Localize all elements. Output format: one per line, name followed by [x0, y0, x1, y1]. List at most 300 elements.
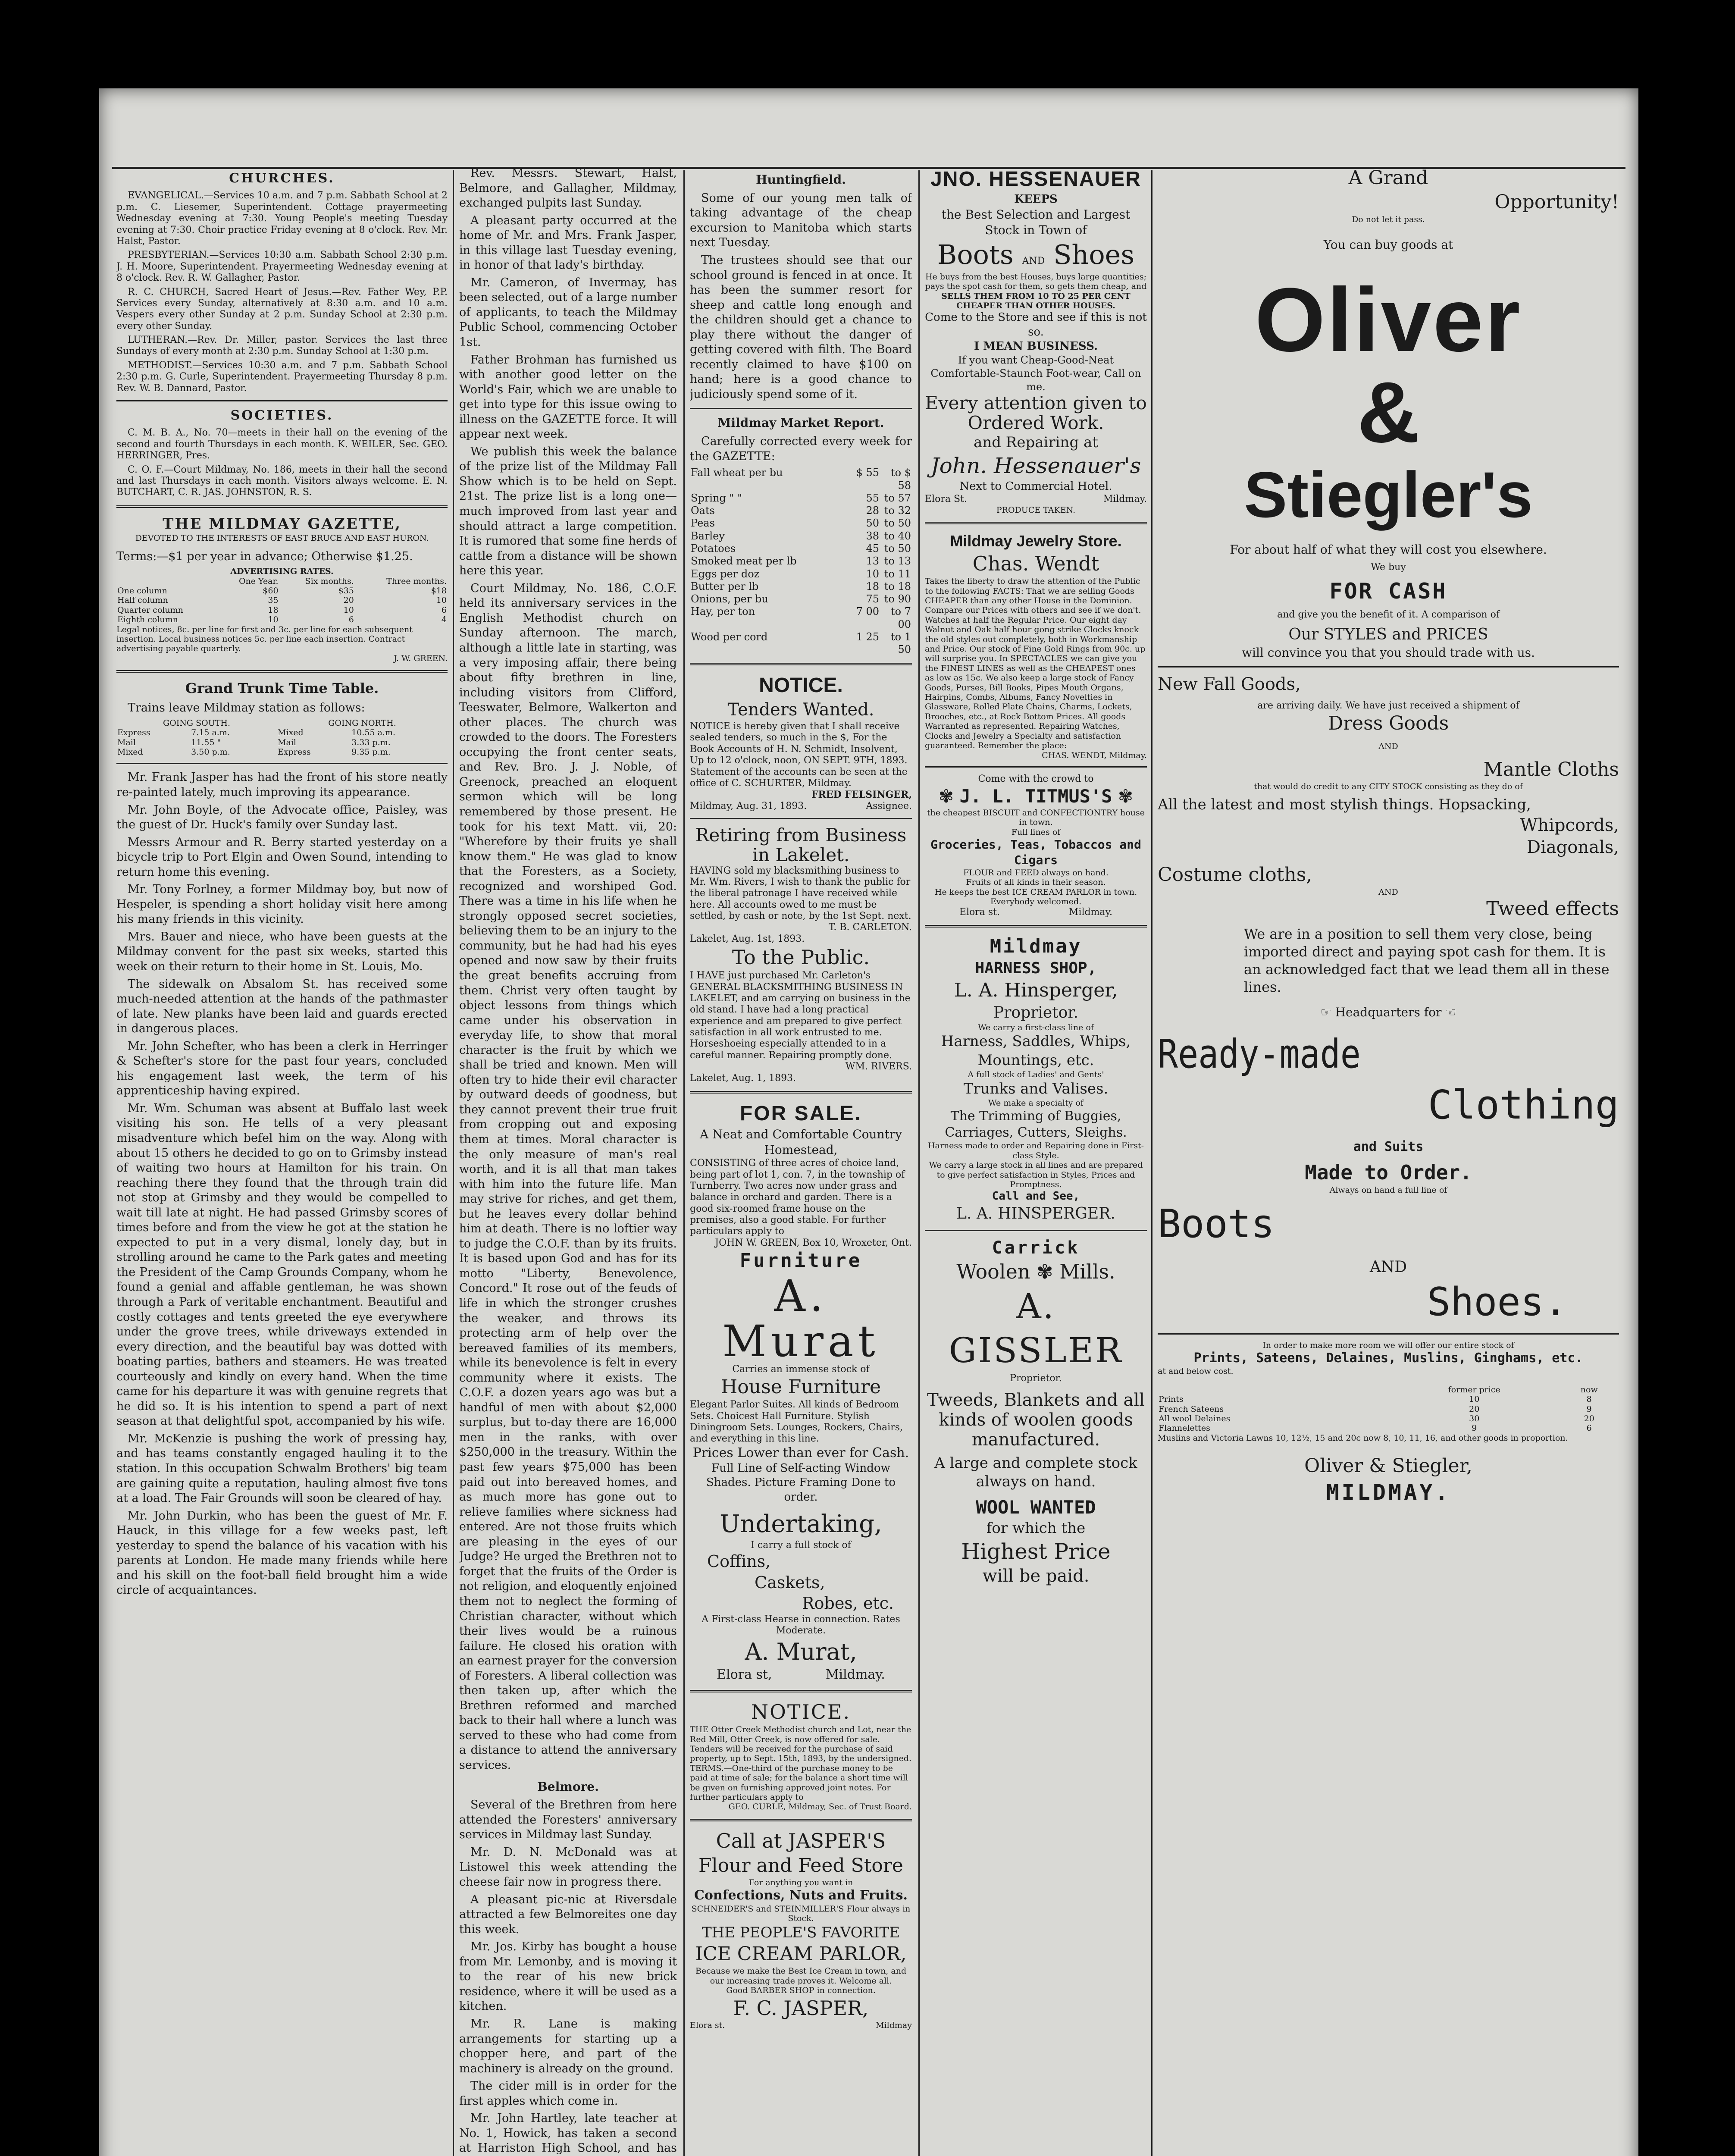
ad-rates-col-header — [116, 577, 218, 586]
muslins: Muslins and Victoria Lawns 10, 12½, 15 and 20c now 8, 10, 11, 16, and other goods in proportion. — [1158, 1433, 1568, 1443]
ad-rates-signature: J. W. GREEN. — [393, 653, 448, 663]
price-cell: 30 — [1469, 1414, 1480, 1423]
hessenauer-boots: Boots — [937, 239, 1014, 271]
jewelry-name: Chas. Wendt — [972, 552, 1099, 576]
market-cell: Oats — [691, 505, 715, 517]
local-news-item: Mr. Frank Jasper has had the front of his store neatly re-painted lately, much improving its appearance. — [116, 771, 448, 799]
flower-ornament-icon: ✾ — [938, 786, 954, 807]
harness-carry: We carry a first-class line of — [978, 1022, 1094, 1032]
price-cell: Prints — [1159, 1395, 1184, 1404]
belmore-item: Several of the Brethren from here attended the Foresters' anniversary services in Mildmay last Sunday. — [459, 1798, 677, 1842]
market-cell: 1 25 — [856, 630, 879, 643]
trunk-cell: Mixed — [117, 747, 143, 757]
local-news-item: Messrs Armour and R. Berry started yesterday on a bicycle trip to Port Elgin and Owen Sound, intending to return home this evening. — [116, 835, 448, 879]
newspaper-page — [99, 88, 1638, 2156]
local-news — [116, 770, 448, 1598]
market-cell: to 90 — [884, 593, 911, 605]
public-heading: To the Public. — [732, 946, 870, 969]
market-cell: 38 — [866, 530, 879, 542]
market-cell: to $ 58 — [891, 467, 911, 492]
hand-pointer-icon: ☞ — [1320, 1005, 1331, 1020]
costume: Costume cloths, — [1158, 864, 1312, 886]
market-intro: Carefully corrected every week for the GAZETTE: — [690, 435, 912, 463]
murat-name: A. Murat — [722, 1270, 880, 1366]
gissler-stock: A large and complete stock always on hand. — [934, 1454, 1137, 1491]
harness-full: A full stock of Ladies' and Gents' — [968, 1070, 1104, 1080]
hessenauer-next: Next to Commercial Hotel. — [959, 480, 1112, 493]
wool-wanted: WOOL WANTED — [976, 1496, 1096, 1518]
murat-list: Elegant Parlor Suites. All kinds of Bedroom Sets. Choicest Hall Furniture. Stylish Diningroom Sets. Lounges, Rockers, Chairs, and everything in this line. — [690, 1399, 903, 1445]
huntingfield-item: Some of our young men talk of taking advantage of the cheap excursion to Manitoba which starts next Tuesday. — [690, 191, 912, 250]
market-cell: $ 55 — [856, 467, 879, 479]
retiring-heading: Retiring from Business in Lakelet. — [695, 824, 907, 866]
ad-rates-cell: 20 — [343, 595, 354, 605]
harness-proprietor: Proprietor. — [993, 1003, 1078, 1022]
jasper-heading: Call at JASPER'S — [716, 1829, 886, 1852]
price-cell: 6 — [1586, 1423, 1592, 1433]
column-3 — [690, 166, 912, 2156]
market-row — [690, 467, 912, 492]
column-rule — [918, 170, 920, 2156]
woolen-mills-row — [925, 1259, 1147, 1285]
churches-heading: CHURCHES. — [229, 171, 335, 186]
ad-rates-cell: 10 — [343, 605, 354, 615]
divider — [116, 505, 448, 508]
for-which: for which the — [986, 1519, 1086, 1537]
jasper-town: Mildmay — [876, 2021, 912, 2031]
notice1-body: NOTICE is hereby given that I shall receive sealed tenders, so much in the $, For the Book Accounts of H. N. Schmidt, Insolvent, Up to 12 o'clock, noon, ON SEPT. 9TH, 1893. Statement of the accounts can be seen at the office of C. SCHURTER, Mildmay. — [690, 721, 908, 789]
retiring-date: Lakelet, Aug. 1st, 1893. — [690, 933, 805, 944]
jewelry-signature: CHAS. WENDT, Mildmay. — [1042, 750, 1147, 760]
belmore-heading: Belmore. — [537, 1779, 599, 1794]
column-4 — [925, 166, 1147, 2156]
hessenauer-attention: Every attention given to Ordered Work. — [925, 392, 1147, 434]
divider — [925, 1230, 1147, 1231]
titmus-street: Elora st. — [959, 906, 1000, 918]
undertaking-item: Robes, etc. — [802, 1594, 894, 1613]
hessenauer-town: Mildmay. — [1103, 494, 1147, 505]
ad-rates-row — [116, 615, 448, 624]
ad-rates-row — [116, 595, 448, 605]
flower-ornament-icon: ✾ — [1118, 786, 1134, 807]
market-cell: to 50 — [884, 517, 911, 530]
jasper-barber: Good BARBER SHOP in connection. — [726, 1986, 876, 1996]
market-cell: Spring " " — [691, 492, 742, 504]
jasper-confections: Confections, Nuts and Fruits. — [694, 1888, 908, 1903]
market-cell: to 50 — [884, 542, 911, 555]
column-rule — [453, 170, 454, 2156]
societies-list — [116, 427, 448, 498]
murat-shades: Full Line of Self-acting Window Shades. Picture Framing Done to order. — [706, 1462, 896, 1504]
price-cell: Flannelettes — [1159, 1423, 1210, 1433]
price-row — [1158, 1414, 1619, 1423]
undertaking-items — [690, 1551, 912, 1614]
trunk-cell: Mail — [278, 737, 296, 747]
for-cash: FOR CASH — [1329, 579, 1447, 604]
notice2-signature: GEO. CURLE, Mildmay, Sec. of Trust Board. — [728, 1802, 912, 1812]
divider — [690, 408, 912, 409]
ad-rates-cell: 6 — [348, 615, 354, 625]
furniture-heading: Furniture — [739, 1250, 862, 1272]
jasper-footer — [690, 2021, 912, 2030]
mildmay: MILDMAY. — [1326, 1479, 1451, 1505]
prints-list: Prints, Sateens, Delaines, Muslins, Ginghams, etc. — [1193, 1350, 1583, 1366]
church-listing: LUTHERAN.—Rev. Dr. Miller, pastor. Services the last three Sundays of every month at 2:30 p.m. Sunday School at 1:30 p.m. — [116, 335, 448, 357]
murat-name-2: A. Murat, — [745, 1638, 857, 1665]
news-item: A pleasant party occurred at the home of Mr. and Mrs. Frank Jasper, in this village last Tuesday evening, in honor of that lady's birthday. — [459, 213, 677, 272]
hessenauer-and: AND — [1022, 256, 1045, 267]
forsale-signature: JOHN W. GREEN, Box 10, Wroxeter, Ont. — [715, 1237, 912, 1248]
market-cell: Potatoes — [691, 542, 736, 555]
trunk-cell: Mail — [117, 737, 136, 747]
murat-carries: Carries an immense stock of — [732, 1363, 870, 1375]
notice2-heading: NOTICE. — [751, 1700, 851, 1724]
titmus-parlor: He keeps the best ICE CREAM PARLOR in town. — [934, 887, 1137, 897]
news-paragraphs — [459, 166, 677, 1773]
harness-items: Harness, Saddles, Whips, Mountings, etc. — [941, 1033, 1131, 1069]
price-col-header: former price — [1448, 1385, 1500, 1395]
market-cell: Wood per cord — [691, 630, 768, 643]
notice1-date: Mildmay, Aug. 31, 1893. — [690, 800, 807, 812]
opportunity: Opportunity! — [1494, 191, 1619, 213]
stiegler: Stiegler's — [1244, 458, 1533, 531]
forsale-heading: FOR SALE. — [739, 1102, 862, 1125]
price-cell: 9 — [1586, 1404, 1592, 1414]
market-row — [690, 631, 912, 656]
harness-name: L. A. Hinsperger, — [954, 979, 1118, 1002]
trunk-cell: 3.50 p.m. — [191, 747, 230, 757]
harness-made: Harness made to order and Repairing done in First-class Style. — [927, 1141, 1144, 1160]
market-cell: Smoked meat per lb — [691, 555, 797, 567]
local-news-item: Mr. Wm. Schuman was absent at Buffalo last week visiting his son. He tells of a very pleasant misadventure which befel him on the way. Along with about 15 others he decided to go on to Grimsby instead of waiting two hours at Hamilton for his train. On reaching there they found that the through train did not stop at Grimsby and they would be compelled to wait till late at night. He had passed Grimsby scores of times before and from the view he got at the station he expected to put in a very dismal, lonely day, but in strolling around he came to the Park gates and meeting the President of the Camp Grounds Company, whom he found a genial and affable gentleman, he was shown through a Park of veritable enchantment. Beautiful and costly cottages and tents greeted the eye everywhere under the grove trees, while driveways extended in every direction, and the beautiful bay was dotted with boating parties, bathers and steamers. He was treated courteously and kindly on every hand. When the time came for his departure it was with genuine regrets that he did so. It is his intention to spend a part of next season at that delightful spot, accompanied by his wife. — [116, 1101, 448, 1428]
ad-rates-cell: 35 — [268, 595, 279, 605]
ad-rates-cell: $35 — [338, 586, 354, 596]
church-listing: EVANGELICAL.—Services 10 a.m. and 7 p.m. Sabbath School at 2 p.m. C. Liesemer, Superintendent. Cottage prayermeeting Wednesday evening at 7:30. Young People's meeting Tuesday evening at 7:30. Choir practice Friday evening at 8 o'clock. Rev. Mr. Halst, Pastor. — [116, 190, 448, 247]
retiring-body: HAVING sold my blacksmithing business to Mr. Wm. Rivers, I wish to thank the public for the liberal patronage I have received while here. All accounts owed to me must be settled, by cash or note, by the 1st Sept. next. — [690, 865, 911, 922]
market-row — [690, 605, 912, 631]
convince: will convince you that you should trade with us. — [1242, 645, 1535, 660]
column-5 — [1158, 166, 1619, 2156]
harness-shop: HARNESS SHOP, — [975, 959, 1097, 978]
market-row — [690, 542, 912, 555]
ad-rates-table — [116, 577, 448, 625]
dress-goods: Dress Goods — [1328, 712, 1449, 734]
ad-rates-cell: 4 — [441, 615, 447, 625]
market-row — [690, 580, 912, 593]
whipcords: Whipcords, — [1520, 815, 1619, 835]
ampersand: & — [1357, 364, 1420, 461]
jasper-note: Because we make the Best Ice Cream in town, and our increasing trade proves it. Welcome all. — [695, 1966, 907, 1986]
jasper-people: THE PEOPLE'S FAVORITE — [702, 1924, 900, 1941]
hessenauer-sells: SELLS THEM FROM 10 TO 25 PER CENT CHEAPER THAN OTHER HOUSES. — [941, 291, 1131, 310]
carrick-heading: Carrick — [992, 1238, 1080, 1258]
mantle-cloths: Mantle Cloths — [1483, 758, 1619, 780]
and-1: AND — [1378, 742, 1398, 752]
society-listing: C. O. F.—Court Mildmay, No. 186, meets in their hall the second and last Thursdays in each month. Visitors always welcome. E. N. BUTCHART, C. R. JAS. JOHNSTON, R. S. — [116, 464, 448, 498]
belmore-news — [459, 1798, 677, 2156]
price-cell: 20 — [1584, 1414, 1594, 1423]
jasper-street: Elora st. — [690, 2021, 725, 2031]
headquarters-row — [1158, 1005, 1619, 1020]
flower-ornament-icon: ✾ — [1037, 1260, 1053, 1283]
gazette-subtitle: DEVOTED TO THE INTERESTS OF EAST BRUCE AND EAST HURON. — [135, 533, 429, 543]
undertaking-hearse: A First-class Hearse in connection. Rates Moderate. — [702, 1614, 900, 1636]
shoes: Shoes. — [1427, 1279, 1567, 1325]
divider — [690, 818, 912, 819]
trunk-row — [116, 728, 448, 737]
news-item: Mr. Cameron, of Invermay, has been selected, out of a large number of applicants, to teach the Mildmay Public School, commencing October 1st. — [459, 276, 677, 349]
and-suits: and Suits — [1353, 1139, 1424, 1155]
hessenauer-street: Elora St. — [925, 494, 967, 505]
trunk-table — [116, 718, 448, 757]
highest-price: Highest Price — [961, 1539, 1111, 1564]
ad-rates-heading: ADVERTISING RATES. — [230, 567, 334, 577]
ad-rates-notes: Legal notices, 8c. per line for first and 3c. per line for each subsequent insertion. Local business notices 5c. per line each insertion. Contract advertising payable quarterly. — [116, 624, 413, 654]
titmus-address — [925, 907, 1147, 918]
gissler-proprietor: Proprietor. — [1010, 1373, 1062, 1384]
news-item: We publish this week the balance of the prize list of the Mildmay Fall Show which is to be held on Sept. 21st. The prize list is a long one—much improved from last year and should attract a large competition. It is rumored that some fine herds of cattle from a distance will be shown here this year. — [459, 445, 677, 578]
hand-pointer-icon: ☜ — [1445, 1005, 1456, 1020]
society-listing: C. M. B. A., No. 70—meets in their hall on the evening of the second and fourth Thursdays in each month. K. WEILER, Sec. GEO. HERRINGER, Pres. — [116, 427, 448, 461]
price-table — [1158, 1385, 1619, 1433]
jasper-name: F. C. JASPER, — [733, 1996, 869, 2020]
clothing: Clothing — [1428, 1081, 1619, 1128]
diagonals: Diagonals, — [1526, 837, 1619, 858]
market-row — [690, 517, 912, 530]
gissler-name: A. GISSLER — [949, 1286, 1123, 1371]
harness-heading: Mildmay — [990, 935, 1082, 957]
price-row — [1158, 1395, 1619, 1404]
public-date: Lakelet, Aug. 1, 1893. — [690, 1072, 796, 1084]
titmus-fruits: Fruits of all kinds in their season. — [966, 877, 1106, 887]
hessenauer-mean: I MEAN BUSINESS. — [974, 339, 1098, 353]
societies-heading: SOCIETIES. — [230, 408, 334, 423]
divider — [925, 766, 1147, 768]
hessenauer-script: John. Hessenauer's — [930, 453, 1141, 479]
huntingfield-heading: Huntingfield. — [756, 172, 846, 187]
churches-list — [116, 190, 448, 394]
titmus-cheap: the cheapest BISCUIT and CONFECTIONTRY house in town. — [927, 808, 1145, 827]
notice1-subheading: Tenders Wanted. — [727, 699, 874, 720]
murat-street: Elora st, — [717, 1667, 772, 1682]
harness-signature: L. A. HINSPERGER. — [956, 1204, 1115, 1222]
price-cell: 20 — [1469, 1404, 1480, 1414]
market-cell: Hay, per ton — [691, 605, 755, 618]
trunk-intro: Trains leave Mildmay station as follows: — [128, 701, 365, 715]
local-news-item: Mr. John Durkin, who has been the guest of Mr. F. Hauck, in this village for a few weeks past, left yesterday to spend the balance of his vacation with his parents at London. He made many friends while here and his skill on the foot-ball field brought him a wide circle of acquaintances. — [116, 1509, 448, 1597]
market-cell: to 7 00 — [891, 605, 911, 630]
divider — [116, 763, 448, 764]
belmore-item: Mr. John Hartley, late teacher at No. 1, Howick, has taken a second at Harriston High School, and has — [459, 2112, 677, 2155]
market-cell: to 11 — [884, 567, 911, 580]
ad-rates-cell: Eighth column — [117, 615, 178, 625]
harness-trimming: The Trimming of Buggies, Carriages, Cutters, Sleighs. — [945, 1108, 1127, 1140]
ready-made: Ready-made — [1158, 1031, 1361, 1077]
we-buy: We buy — [1371, 561, 1406, 573]
market-row — [690, 492, 912, 505]
titmus-full: Full lines of — [1011, 827, 1061, 837]
titmus-welcome: Everybody welcomed. — [990, 897, 1082, 907]
murat-prices: Prices Lower than ever for Cash. — [692, 1445, 909, 1460]
titmus-name: J. L. TITMUS'S — [959, 786, 1112, 807]
tweed-effects: Tweed effects — [1486, 898, 1619, 920]
market-row — [690, 505, 912, 517]
news-item: Court Mildmay, No. 186, C.O.F. held its anniversary services in the English Methodist church on Sunday afternoon. The march, although a little late in starting, was a very imposing affair, there being about fifty brethren in line, including visitors from Clifford, Teeswater, Belmore, Walkerton and other places. The church was crowded to the doors. The Foresters occupying the front center seats, and Rev. Bro. J. J. Noble, of Greenock, preached an eloquent sermon which will be long remembered by those present. He took for his text Matt. vii, 20: "Wherefore by their fruits ye shall know them." He was glad to know that the Foresters, as a Society, recognized and worshiped God. There was a time in his life when he strongly opposed secret societies, believing them to be an injury to the community, but he had had his eyes opened and now saw by their fruits the great benefits accruing from them. Christ very often taught by object lessons from things which came under his observation in everyday life, to show that moral character is the fruit by which we shall be tried and known. Men will often try to hide their evil character by outward deeds of goodness, but they cannot prevent their true fruit from cropping out and exposing them at times. Moral character is the only measure of man's real worth, and it is all that man takes with him into the future life. Man may strive for riches, and get them, but he leaves every dollar behind him at death. There is no loftier way to judge the C.O.F. than by its fruits. It is based upon God and has for its motto "Liberty, Benevolence, Concord." It rose out of the feuds of life in which the stronger crushes the weaker, and throws its protecting arm of help over the bereaved families of its members, while its benevolence is felt in every community where it exists. The C.O.F. a dozen years ago was but a handful of men with about $2,000 surplus, but to-day there are 16,000 men in the ranks, with over $250,000 in the treasury. Within the past few years $75,000 has been paid out into bereaved homes, and as much more has gone out to relieve families where sickness had entered. Are not those fruits which are pleasing in the eyes of our Judge? He urged the Brethren not to forget that the fruits of the Order is not religion, and eloquently enjoined them not to neglect the forming of Christian character, without which their lives would be a ruinous failure. He closed his oration with an earnest prayer for the conversion of Foresters. A liberal collection was then taken up, after which the Brethren reformed and marched back to their hall where a lunch was served to these who had come from a distance to attend the anniversary services. — [459, 581, 677, 1772]
market-cell: 18 — [866, 580, 879, 592]
trunk-cell: Express — [117, 728, 150, 738]
market-cell: to 32 — [884, 505, 911, 517]
jasper-subheading: Flour and Feed Store — [698, 1854, 903, 1877]
divider — [690, 1819, 912, 1821]
divider — [116, 670, 448, 673]
notice2-body: THE Otter Creek Methodist church and Lot, near the Red Mill, Otter Creek, is now offered for sale. Tenders will be received for the purchase of said property, up to Sept. 15th, 1893, by the undersigned. TERMS.—One-third of the purchase money to be paid at time of sale; for the balance a short time will be given on furnishing approved joint notes. For further particulars apply to — [690, 1725, 912, 1802]
market-cell: 45 — [866, 542, 879, 555]
divider — [690, 663, 912, 665]
trunk-heading: Grand Trunk Time Table. — [185, 680, 379, 697]
city-stock: that would do credit to any CITY STOCK consisting as they do of — [1254, 781, 1523, 791]
price-cell: 8 — [1586, 1395, 1592, 1404]
hessenauer-keeps: KEEPS — [1014, 193, 1058, 206]
hessenauer-boots-shoes — [925, 238, 1147, 272]
titmus-flour: FLOUR and FEED always on hand. — [963, 868, 1109, 877]
column-rule — [1151, 170, 1152, 2156]
always-on-hand: Always on hand a full line of — [1329, 1185, 1447, 1195]
local-news-item: The sidewalk on Absalom St. has received some much-needed attention at the hands of the pathmaster of late. New planks have been laid and guards erected in dangerous places. — [116, 977, 448, 1036]
ad-rates-col-header: Six months. — [305, 576, 354, 586]
divider — [116, 400, 448, 401]
oliver: Oliver — [1255, 269, 1522, 370]
ad-rates-col-header: One Year. — [238, 576, 279, 586]
position-text: We are in a position to sell them very close, being imported direct and paying spot cash for them. It is an acknowledged fact that we lead them all in these lines. — [1244, 926, 1610, 996]
local-news-item: Mr. John Schefter, who has been a clerk in Herringer & Schefter's store for the past four years, concluded his engagement last week, the term of his apprenticeship having expired. — [116, 1039, 448, 1098]
arriving: are arriving daily. We have just received a shipment of — [1257, 700, 1519, 711]
market-row — [690, 555, 912, 567]
market-cell: to 18 — [884, 580, 911, 592]
trunk-cell: Express — [278, 747, 311, 757]
belmore-item: Mr. R. Lane is making arrangements for starting up a chopper here, and part of the machinery is already on the ground. — [459, 2017, 677, 2075]
local-news-item: Mr. John Boyle, of the Advocate office, Paisley, was the guest of Dr. Huck's family over Sunday last. — [116, 803, 448, 832]
at-below-cost: at and below cost. — [1158, 1366, 1234, 1376]
headquarters: Headquarters for — [1335, 1005, 1442, 1020]
forsale-body: CONSISTING of three acres of choice land, being part of lot 1, con. 7, in the township of Turnberry. Two acres now under grass and balance in orchard and garden. There is a good six-roomed frame house on the premises, also a good stable. For further particulars apply to — [690, 1158, 905, 1237]
undertaking-item: Caskets, — [755, 1573, 825, 1592]
ad-rates-cell: 10 — [436, 595, 447, 605]
harness-call: Call and See, — [992, 1190, 1080, 1203]
ad-rates-cell: 10 — [268, 615, 279, 625]
and-2: AND — [1378, 887, 1398, 897]
trunk-cell: 11.55 " — [191, 737, 221, 747]
ad-rates-cell: Quarter column — [117, 605, 183, 615]
divider — [690, 1091, 912, 1094]
will-be-paid: will be paid. — [982, 1566, 1090, 1586]
market-row — [690, 593, 912, 605]
price-row — [1158, 1423, 1619, 1433]
market-cell: Onions, per bu — [691, 593, 768, 605]
trunk-col-north: GOING NORTH. — [328, 718, 396, 728]
divider — [925, 522, 1147, 524]
belmore-item: Mr. Jos. Kirby has bought a house from Mr. Lemonby, and is moving it to the rear of his new brick residence, where it will be used as a kitchen. — [459, 1940, 677, 2013]
titmus-come: Come with the crowd to — [978, 773, 1094, 784]
ad-rates-cell: 6 — [441, 605, 447, 615]
market-cell: Barley — [691, 530, 725, 542]
public-body: I HAVE just purchased Mr. Carleton's GENERAL BLACKSMITHING BUSINESS IN LAKELET, and am carrying on business in the old stand. I have had a long practical experience and am prepared to give perfect satisfaction in all work entrusted to me. Horseshoeing especially attended to in a careful manner. Repairing promptly done. — [690, 970, 911, 1061]
jewelry-heading: Mildmay Jewelry Store. — [950, 532, 1122, 550]
mills: Mills. — [1059, 1260, 1115, 1283]
ad-rates-cell: One column — [117, 586, 167, 596]
market-cell: to 57 — [884, 492, 911, 504]
harness-large: We carry a large stock in all lines and are prepared to give perfect satisfaction in Styles, Prices and Promptness. — [929, 1160, 1143, 1189]
ad-rates-cell: 18 — [268, 605, 279, 615]
undertaking-heading: Undertaking, — [720, 1510, 882, 1539]
market-cell: 75 — [866, 593, 879, 605]
made-to-order: Made to Order. — [1305, 1160, 1472, 1184]
market-cell: Peas — [691, 517, 715, 530]
price-row — [1158, 1404, 1619, 1414]
trunk-cell: 9.35 p.m. — [351, 747, 391, 757]
market-row — [690, 568, 912, 580]
undertaking-item: Coffins, — [707, 1552, 771, 1571]
undertaking-line: I carry a full stock of — [751, 1539, 851, 1551]
hessenauer-repair: and Repairing at — [974, 433, 1098, 451]
half-price: For about half of what they will cost you elsewhere. — [1230, 542, 1547, 557]
church-listing: METHODIST.—Services 10:30 a.m. and 7 p.m. Sabbath School 2:30 p.m. G. Curle, Superintendent. Prayermeeting Thursday 8 p.m. Rev. W. B. Dannard, Pastor. — [116, 360, 448, 394]
market-cell: to 13 — [884, 555, 911, 567]
divider — [1158, 1333, 1619, 1335]
murat-house-furniture: House Furniture — [720, 1376, 881, 1398]
order-room: In order to make more room we will offer our entire stock of — [1262, 1340, 1514, 1350]
column-2 — [459, 166, 677, 2156]
give-benefit: and give you the benefit of it. A comparison of — [1277, 609, 1500, 620]
gissler-tweeds: Tweeds, Blankets and all kinds of woolen goods manufactured. — [927, 1390, 1145, 1450]
jasper-line: For anything you want in — [748, 1877, 853, 1887]
ad-rates-col-header: Three months. — [386, 576, 447, 586]
hessenauer-address — [925, 494, 1147, 505]
market-cell: Eggs per doz — [691, 567, 760, 580]
oliver-stiegler-signature: Oliver & Stiegler, — [1304, 1455, 1472, 1477]
market-cell: Butter per lb — [691, 580, 759, 592]
trunk-cell: Mixed — [278, 728, 304, 738]
harness-trunks: Trunks and Valises. — [963, 1080, 1109, 1097]
market-cell: 7 00 — [856, 605, 879, 618]
price-col-header: now — [1580, 1385, 1598, 1395]
price-cell: 10 — [1469, 1395, 1480, 1404]
forsale-subheading: A Neat and Comfortable Country Homestead, — [699, 1127, 902, 1157]
gazette-terms: Terms:—$1 per year in advance; Otherwise $1.25. — [116, 549, 413, 563]
local-news-item: Mrs. Bauer and niece, who have been guests at the Mildmay convent for the past six weeks, started this week on their return to their home in St. Louis, Mo. — [116, 930, 448, 973]
jasper-flour: SCHNEIDER'S and STEINMILLER'S Flour always in Stock. — [691, 1904, 911, 1924]
ad-rates-row — [116, 586, 448, 595]
hessenauer-name: JNO. HESSENAUER — [930, 168, 1141, 191]
huntingfield-news — [690, 191, 912, 402]
public-signature: WM. RIVERS. — [845, 1061, 912, 1072]
local-news-item: Mr. McKenzie is pushing the work of pressing hay, and has teams constantly engaged hauling it to the station. In this occupation Schwalm Brothers' big team are gaining quite a reputation, hauling almost five tons at a load. The Fair Grounds will soon be cleared of hay. — [116, 1432, 448, 1505]
market-cell: 10 — [866, 567, 879, 580]
market-cell: 28 — [866, 505, 879, 517]
notice1-role: Assignee. — [866, 800, 912, 812]
price-cell: 9 — [1472, 1423, 1477, 1433]
trunk-row — [116, 747, 448, 757]
market-cell: 55 — [866, 492, 879, 504]
latest: All the latest and most stylish things. Hopsacking, — [1158, 796, 1531, 814]
market-table — [690, 467, 912, 656]
ad-rates-cell: $60 — [263, 586, 279, 596]
huntingfield-item: The trustees should see that our school ground is fenced in at once. It has been the summer resort for sheep and cattle long enough and the children should get a chance to play there without the danger of getting covered with filth. The Board recently claimed to have $100 on hand; here is a good chance to judiciously spend some of it. — [690, 254, 912, 401]
trunk-row — [116, 738, 448, 747]
price-cell: All wool Delaines — [1159, 1414, 1231, 1423]
market-cell: to 1 50 — [891, 630, 911, 656]
titmus-name-row — [925, 785, 1147, 808]
titmus-groceries: Groceries, Teas, Tobaccos and Cigars — [930, 837, 1141, 868]
